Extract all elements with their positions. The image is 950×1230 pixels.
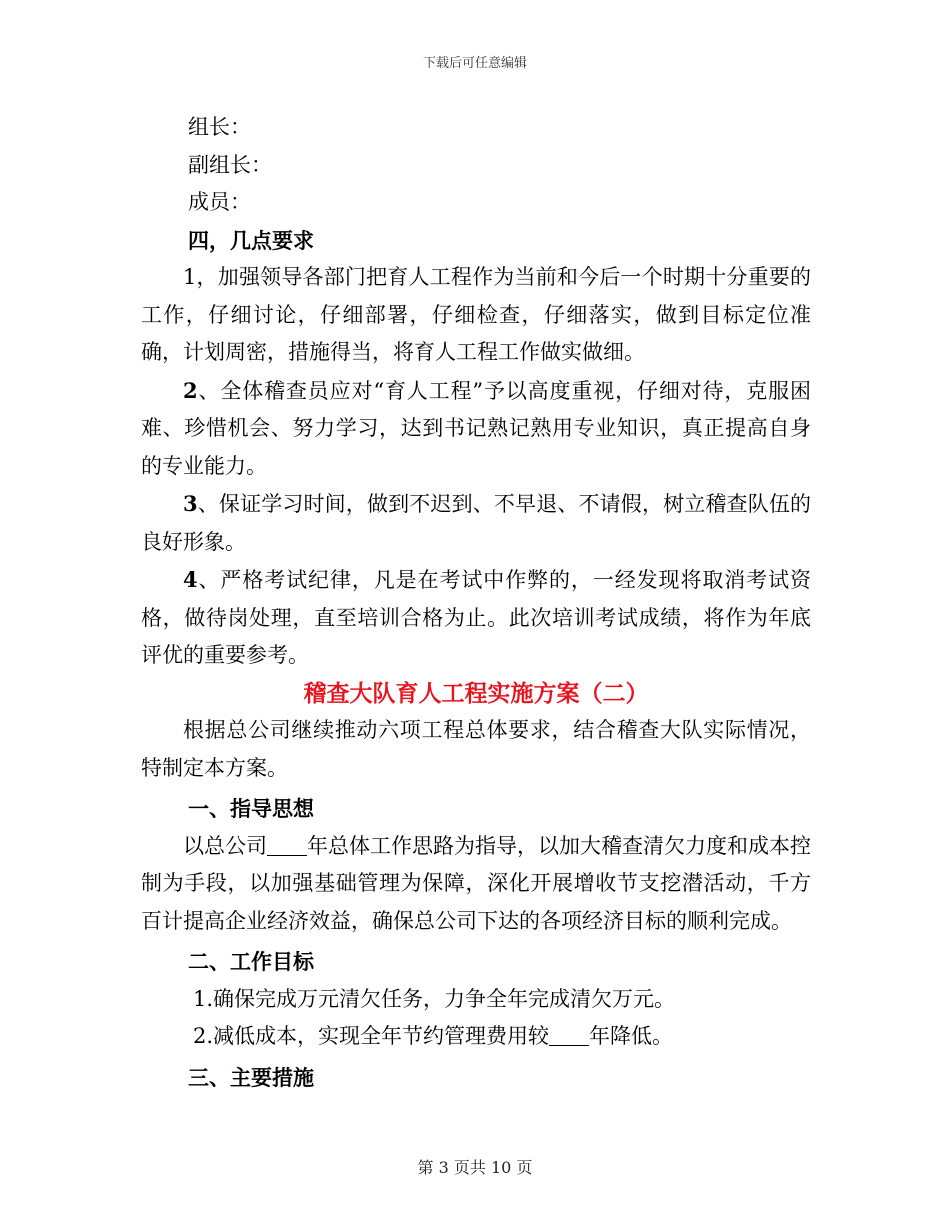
plan-intro: 根据总公司继续推动六项工程总体要求，结合稽查大队实际情况，特制定本方案。	[141, 718, 811, 780]
document-body	[141, 109, 811, 1096]
requirement-number: 4	[183, 567, 198, 592]
guiding-text-start: 以总公司	[183, 833, 267, 858]
page-footer: 第 3 页共 10 页	[417, 1158, 533, 1177]
goal-2-text-start: 2.减低成本，实现全年节约管理费用较	[193, 1024, 550, 1048]
requirement-number: 2	[183, 377, 198, 403]
section-heading-measures: 三、主要措施	[188, 1064, 314, 1090]
deputy-leader-label: 副组长：	[188, 152, 272, 177]
section-heading-goals: 二、工作目标	[188, 949, 314, 974]
requirement-text: 、全体稽查员应对“育人工程”予以高度重视，仔细对待，克服困难、珍惜机会、努力学习，达到书记熟记熟用专业知识，真正提高自身的专业能力。	[141, 378, 811, 478]
requirement-item-2	[141, 372, 811, 486]
year-blank	[267, 833, 307, 856]
requirement-text: 、严格考试纪律，凡是在考试中作弊的，一经发现将取消考试资格，做待岗处理，直至培训合格为止。此次培训考试成绩，将作为年底评优的重要参考。	[141, 568, 811, 667]
page-header: 下载后可任意编辑	[422, 56, 527, 71]
goal-item-2	[141, 1018, 811, 1056]
requirement-text: 、保证学习时间，做到不迟到、不早退、不请假，树立稽查队伍的良好形象。	[141, 492, 811, 554]
guiding-paragraph	[141, 828, 811, 941]
plan-title: 稽查大队育人工程实施方案（二）	[303, 679, 649, 707]
section-heading-requirements: 四，几点要求	[188, 227, 314, 253]
requirement-item-3	[141, 485, 811, 561]
goal-item-1: 1.确保完成万元清欠任务，力争全年完成清欠万元。	[193, 986, 676, 1011]
leader-label: 组长：	[188, 115, 251, 139]
requirement-number: 3	[183, 491, 198, 516]
requirement-item-1	[141, 259, 811, 372]
section-heading-guiding: 一、指导思想	[188, 796, 314, 821]
year-blank	[549, 1023, 589, 1046]
guiding-text-rest: 年总体工作思路为指导，以加大稽查清欠力度和成本控制为手段，以加强基础管理为保障，深化开展增收节支挖潜活动，千方百计提高企业经济效益，确保总公司下达的各项经济目标的顺利完成。	[141, 833, 811, 933]
requirement-number: 1，	[183, 265, 218, 289]
requirement-text: 加强领导各部门把育人工程作为当前和今后一个时期十分重要的工作，仔细讨论，仔细部署，仔细检查，仔细落实，做到目标定位准确，计划周密，措施得当，将育人工程工作做实做细。	[141, 265, 811, 364]
goal-2-text-rest: 年降低。	[589, 1024, 674, 1048]
members-label: 成员：	[188, 190, 251, 214]
requirement-item-4	[141, 561, 811, 675]
